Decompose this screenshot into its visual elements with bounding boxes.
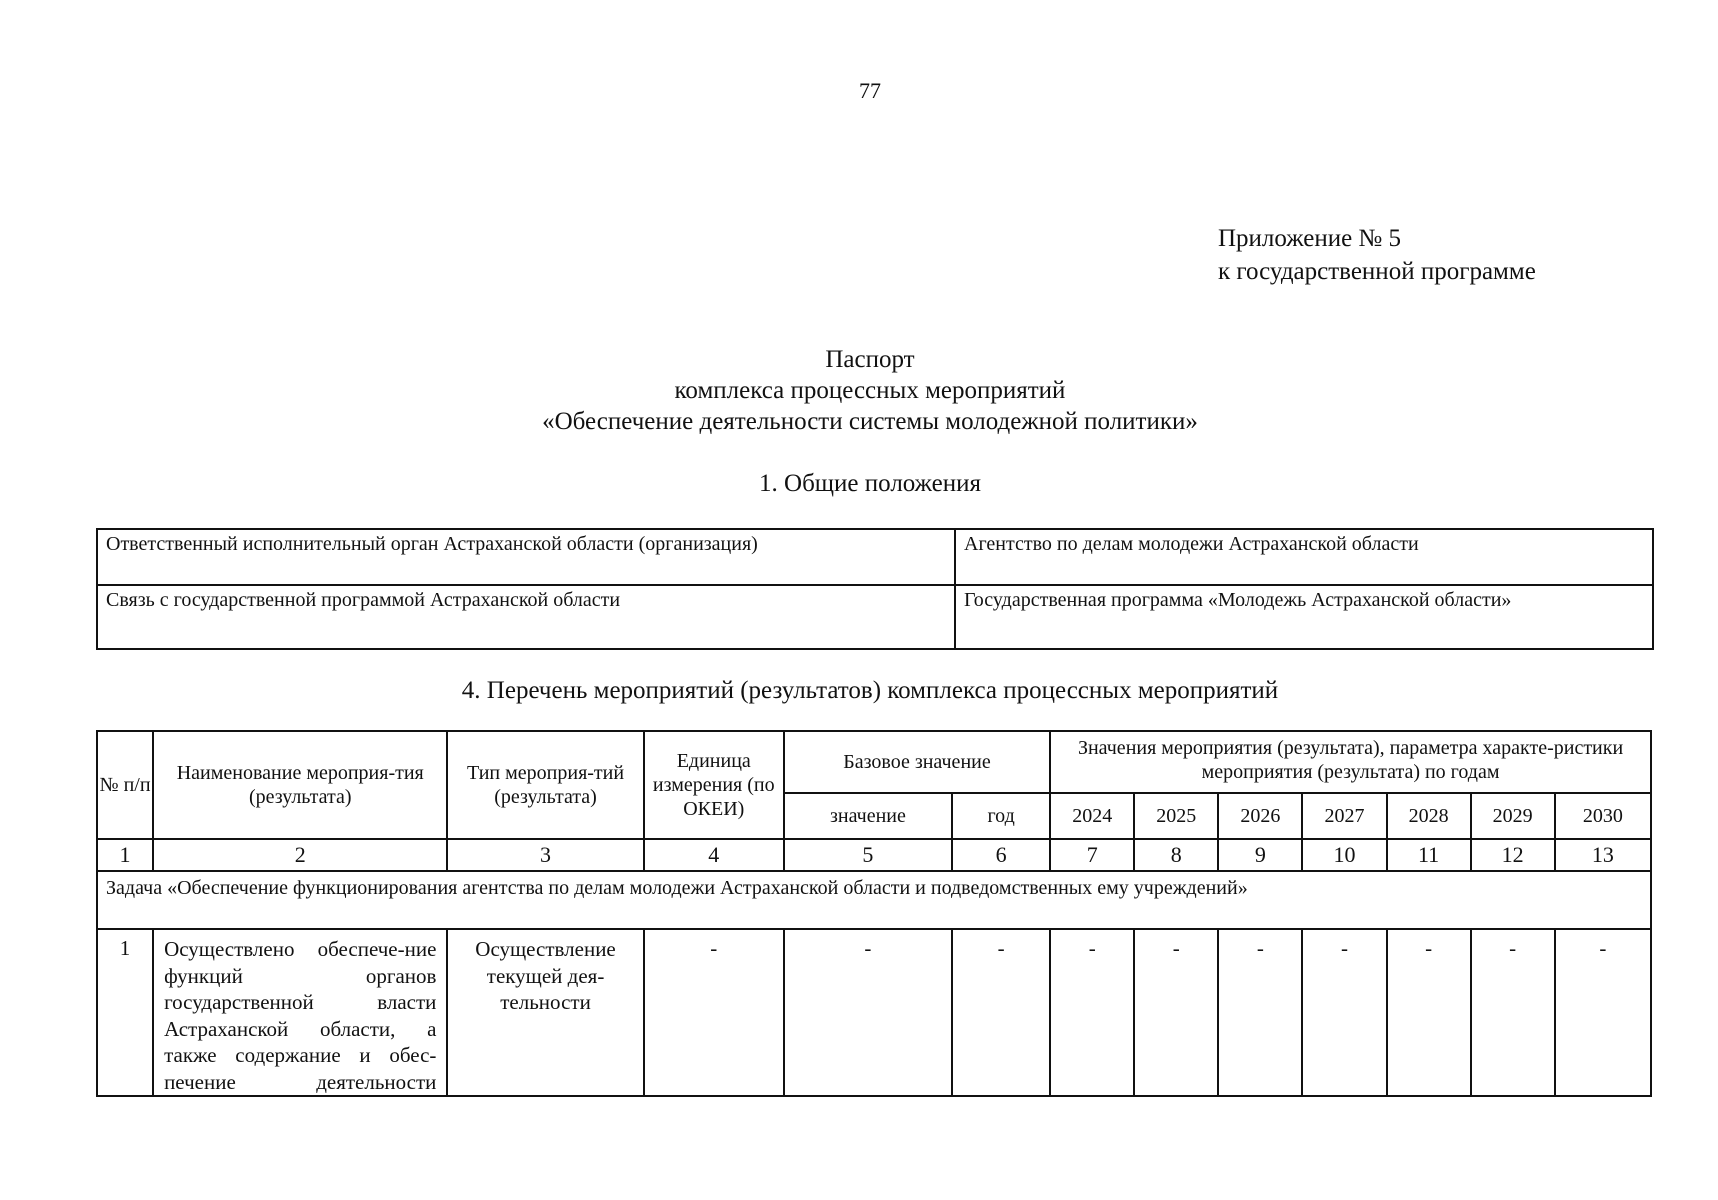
title-line-1: Паспорт — [825, 346, 915, 373]
row-name: Осуществлено обеспече-ние функций органов государственной власти Астраханской области, а также содержание и обес-печение деятельности — [153, 929, 447, 1096]
header-year-2027: 2027 — [1302, 793, 1386, 839]
section-1-heading: 1. Общие положения — [759, 470, 981, 497]
header-unit: Единица измерения (по ОКЕИ) — [644, 731, 784, 839]
row-num: 1 — [97, 929, 153, 1096]
row-base-value: - — [784, 929, 952, 1096]
table-row — [97, 529, 1653, 585]
header-year-2029: 2029 — [1471, 793, 1555, 839]
section-4-heading: 4. Перечень мероприятий (результатов) комплекса процессных мероприятий — [461, 677, 1279, 704]
header-year-2025: 2025 — [1134, 793, 1218, 839]
table-row — [97, 585, 1653, 649]
column-number: 3 — [447, 839, 643, 871]
header-name: Наименование мероприя-тия (результата) — [153, 731, 447, 839]
row-value-2024: - — [1050, 929, 1134, 1096]
table-row — [97, 929, 1651, 1096]
header-year-2028: 2028 — [1387, 793, 1471, 839]
column-number-row — [97, 839, 1651, 871]
row-value-2025: - — [1134, 929, 1218, 1096]
column-number: 8 — [1134, 839, 1218, 871]
responsible-body-value: Агентство по делам молодежи Астраханской области — [955, 529, 1653, 585]
column-number: 1 — [97, 839, 153, 871]
column-number: 10 — [1302, 839, 1386, 871]
header-year-2024: 2024 — [1050, 793, 1134, 839]
row-unit: - — [644, 929, 784, 1096]
header-year-2030: 2030 — [1555, 793, 1651, 839]
column-number: 2 — [153, 839, 447, 871]
column-number: 9 — [1218, 839, 1302, 871]
appendix-line-1: Приложение № 5 — [1218, 225, 1402, 252]
column-number: 13 — [1555, 839, 1651, 871]
column-number: 12 — [1471, 839, 1555, 871]
task-text: Задача «Обеспечение функционирования агентства по делам молодежи Астраханской области и подведомственных ему учреждений» — [97, 871, 1651, 929]
appendix-note — [1218, 222, 1536, 288]
header-base: Базовое значение — [784, 731, 1050, 793]
title-line-2: комплекса процессных мероприятий — [674, 377, 1066, 404]
row-type: Осуществление текущей дея-тельности — [447, 929, 643, 1096]
column-number: 6 — [952, 839, 1050, 871]
document-title — [0, 344, 1718, 437]
column-number: 5 — [784, 839, 952, 871]
row-value-2029: - — [1471, 929, 1555, 1096]
page-number: 77 — [859, 78, 881, 103]
header-year-2026: 2026 — [1218, 793, 1302, 839]
program-link-label: Связь с государственной программой Астраханской области — [97, 585, 955, 649]
title-line-3: «Обеспечение деятельности системы молодежной политики» — [542, 408, 1198, 435]
program-link-value: Государственная программа «Молодежь Астраханской области» — [955, 585, 1653, 649]
row-value-2026: - — [1218, 929, 1302, 1096]
header-num: № п/п — [97, 731, 153, 839]
header-base-year: год — [952, 793, 1050, 839]
header-base-value: значение — [784, 793, 952, 839]
row-value-2028: - — [1387, 929, 1471, 1096]
header-values: Значения мероприятия (результата), параметра характе-ристики мероприятия (результата) по годам — [1050, 731, 1651, 793]
row-base-year: - — [952, 929, 1050, 1096]
row-value-2030: - — [1555, 929, 1651, 1096]
measures-table — [96, 730, 1652, 1097]
appendix-line-2: к государственной программе — [1218, 258, 1536, 285]
general-provisions-table — [96, 528, 1654, 650]
column-number: 7 — [1050, 839, 1134, 871]
column-number: 11 — [1387, 839, 1471, 871]
header-type: Тип мероприя-тий (результата) — [447, 731, 643, 839]
responsible-body-label: Ответственный исполнительный орган Астраханской области (организация) — [97, 529, 955, 585]
table-header-row — [97, 731, 1651, 793]
column-number: 4 — [644, 839, 784, 871]
task-row — [97, 871, 1651, 929]
row-value-2027: - — [1302, 929, 1386, 1096]
